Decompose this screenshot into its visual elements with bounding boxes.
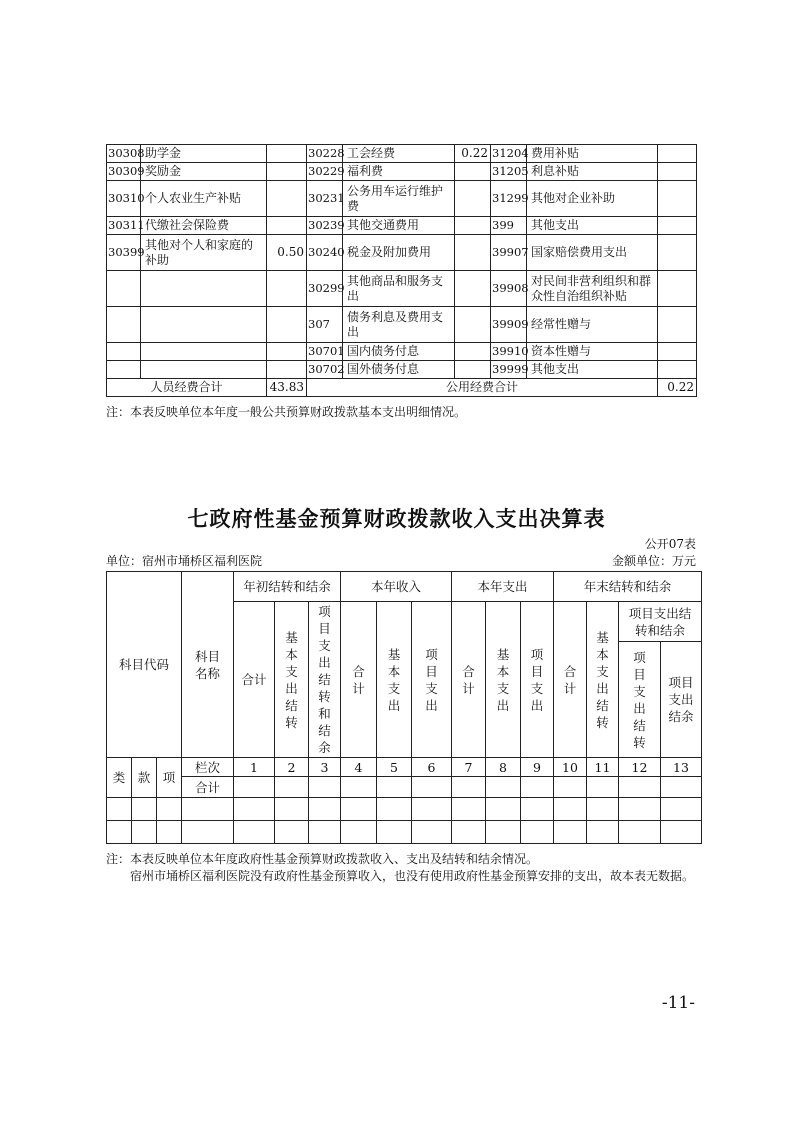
col-closing-project-carry: 项目支出结转	[619, 642, 661, 758]
col-subject-code: 科目代码	[107, 572, 182, 758]
code-cell: 39909	[491, 307, 527, 343]
name-cell	[141, 343, 267, 361]
code-cell: 307	[307, 307, 343, 343]
amount-cell	[455, 343, 491, 361]
col-expense-project: 项目支出	[521, 602, 554, 758]
amount-cell	[267, 181, 307, 217]
name-cell: 其他商品和服务支出	[343, 271, 455, 307]
row-heji-label: 合计	[182, 777, 234, 798]
col-subject-name: 科目名称	[182, 572, 234, 758]
col-total: 合计	[234, 602, 275, 758]
fund-budget-table	[106, 571, 702, 844]
row-lanci-label: 栏次	[182, 758, 234, 777]
name-cell: 个人农业生产补贴	[141, 181, 267, 217]
table-row	[107, 343, 697, 361]
code-cell: 31205	[491, 163, 527, 181]
group-current-expense: 本年支出	[452, 572, 554, 602]
table-row	[107, 361, 697, 379]
group-opening-balance: 年初结转和结余	[234, 572, 341, 602]
name-cell	[141, 271, 267, 307]
amount-cell	[658, 181, 697, 217]
table2-note: 注：本表反映单位本年度政府性基金预算财政拨款收入、支出及结转和结余情况。	[106, 852, 539, 866]
name-cell: 其他对个人和家庭的补助	[141, 235, 267, 271]
col-basic-carry: 基本支出结转	[275, 602, 309, 758]
code-cell	[107, 361, 141, 379]
col-kuan: 款	[132, 758, 157, 798]
column-number: 2	[275, 758, 309, 777]
table-cell	[412, 777, 452, 798]
group-current-income: 本年收入	[341, 572, 452, 602]
name-cell: 助学金	[141, 145, 267, 163]
code-cell: 31299	[491, 181, 527, 217]
code-cell: 399	[491, 217, 527, 235]
column-number: 9	[521, 758, 554, 777]
table-row	[107, 271, 697, 307]
name-cell: 债务利息及费用支出	[343, 307, 455, 343]
amount-cell	[658, 307, 697, 343]
table-cell	[452, 777, 486, 798]
code-cell: 30701	[307, 343, 343, 361]
column-number: 8	[486, 758, 521, 777]
col-lei: 类	[107, 758, 132, 798]
amount-cell	[267, 163, 307, 181]
table2-explanation: 宿州市埇桥区福利医院没有政府性基金预算收入，也没有使用政府性基金预算安排的支出，故本表无数据。	[130, 869, 695, 883]
group-closing-balance: 年末结转和结余	[554, 572, 702, 602]
personnel-total-value: 43.83	[267, 379, 307, 397]
amount-cell	[455, 271, 491, 307]
amount-cell	[658, 163, 697, 181]
column-number: 10	[554, 758, 587, 777]
column-number: 5	[377, 758, 412, 777]
col-closing-total: 合计	[554, 602, 587, 758]
col-expense-basic: 基本支出	[486, 602, 521, 758]
code-cell: 30299	[307, 271, 343, 307]
table-row	[107, 181, 697, 217]
code-cell: 31204	[491, 145, 527, 163]
name-cell: 奖励金	[141, 163, 267, 181]
name-cell	[141, 307, 267, 343]
amount-cell	[658, 145, 697, 163]
amount-cell	[267, 307, 307, 343]
table-row	[107, 235, 697, 271]
table-cell	[619, 777, 661, 798]
col-income-basic: 基本支出	[377, 602, 412, 758]
table-cell	[309, 777, 341, 798]
column-number: 13	[661, 758, 702, 777]
code-cell: 30240	[307, 235, 343, 271]
code-cell: 30399	[107, 235, 141, 271]
name-cell: 公务用车运行维护费	[343, 181, 455, 217]
code-cell: 30702	[307, 361, 343, 379]
amount-cell	[455, 361, 491, 379]
table-cell	[486, 777, 521, 798]
basic-expenditure-table	[106, 144, 697, 397]
col-closing-project-balance: 项目支出结余	[661, 642, 702, 758]
code-cell: 39999	[491, 361, 527, 379]
name-cell: 资本性赠与	[527, 343, 658, 361]
table-cell	[234, 777, 275, 798]
table-row	[107, 307, 697, 343]
table-row	[107, 217, 697, 235]
col-closing-project-group: 项目支出结转和结余	[619, 602, 702, 642]
name-cell: 其他支出	[527, 361, 658, 379]
code-cell: 30229	[307, 163, 343, 181]
amount-cell	[455, 181, 491, 217]
column-number: 12	[619, 758, 661, 777]
table-cell	[377, 777, 412, 798]
name-cell: 工会经费	[343, 145, 455, 163]
table-cell	[341, 777, 377, 798]
table-cell	[661, 777, 702, 798]
name-cell: 对民间非营利组织和群众性自治组织补贴	[527, 271, 658, 307]
code-cell: 39907	[491, 235, 527, 271]
amount-cell	[658, 271, 697, 307]
column-number: 6	[412, 758, 452, 777]
table-cell	[275, 777, 309, 798]
amount-cell	[658, 343, 697, 361]
name-cell: 其他支出	[527, 217, 658, 235]
table-cell	[521, 777, 554, 798]
table-row	[107, 145, 697, 163]
amount-cell	[658, 235, 697, 271]
amount-cell	[658, 217, 697, 235]
code-cell: 30228	[307, 145, 343, 163]
col-xiang: 项	[157, 758, 182, 798]
col-expense-total: 合计	[452, 602, 486, 758]
col-closing-basic-carry: 基本支出结转	[587, 602, 619, 758]
col-income-project: 项目支出	[412, 602, 452, 758]
name-cell: 税金及附加费用	[343, 235, 455, 271]
page-number: -11-	[661, 993, 695, 1013]
amount-cell	[267, 145, 307, 163]
table1-note: 注：本表反映单位本年度一般公共预算财政拨款基本支出明细情况。	[106, 405, 467, 419]
code-cell: 30311	[107, 217, 141, 235]
amount-cell	[267, 217, 307, 235]
code-cell: 30231	[307, 181, 343, 217]
public-total-label: 公用经费合计	[307, 379, 658, 397]
code-cell: 30310	[107, 181, 141, 217]
table-cell	[587, 777, 619, 798]
column-number: 3	[309, 758, 341, 777]
code-cell: 39908	[491, 271, 527, 307]
amount-cell	[455, 217, 491, 235]
name-cell: 费用补贴	[527, 145, 658, 163]
amount-cell	[267, 361, 307, 379]
unit-label: 单位：宿州市埇桥区福利医院	[106, 554, 263, 568]
name-cell: 代缴社会保险费	[141, 217, 267, 235]
name-cell: 福利费	[343, 163, 455, 181]
table-total-row	[107, 379, 697, 397]
col-income-total: 合计	[341, 602, 377, 758]
code-cell	[107, 343, 141, 361]
code-cell: 30309	[107, 163, 141, 181]
column-number: 11	[587, 758, 619, 777]
form-number: 公开07表	[644, 537, 696, 551]
amount-cell	[455, 163, 491, 181]
personnel-total-label: 人员经费合计	[107, 379, 267, 397]
amount-cell	[455, 235, 491, 271]
column-number: 4	[341, 758, 377, 777]
name-cell	[141, 361, 267, 379]
amount-cell	[455, 307, 491, 343]
column-number: 1	[234, 758, 275, 777]
code-cell: 39910	[491, 343, 527, 361]
code-cell	[107, 271, 141, 307]
name-cell: 经常性赠与	[527, 307, 658, 343]
table-row	[107, 798, 702, 821]
page-title: 七政府性基金预算财政拨款收入支出决算表	[187, 507, 606, 531]
table-row	[107, 821, 702, 844]
public-total-value: 0.22	[658, 379, 697, 397]
table-cell	[554, 777, 587, 798]
name-cell: 国外债务付息	[343, 361, 455, 379]
amount-cell	[267, 271, 307, 307]
amount-cell: 0.50	[267, 235, 307, 271]
code-cell: 30308	[107, 145, 141, 163]
name-cell: 国内债务付息	[343, 343, 455, 361]
name-cell: 利息补贴	[527, 163, 658, 181]
amount-cell: 0.22	[455, 145, 491, 163]
code-cell	[107, 307, 141, 343]
name-cell: 其他交通费用	[343, 217, 455, 235]
amount-unit-label: 金额单位：万元	[611, 554, 696, 568]
amount-cell	[267, 343, 307, 361]
name-cell: 国家赔偿费用支出	[527, 235, 658, 271]
name-cell: 其他对企业补助	[527, 181, 658, 217]
amount-cell	[658, 361, 697, 379]
table-row	[107, 163, 697, 181]
code-cell: 30239	[307, 217, 343, 235]
column-number: 7	[452, 758, 486, 777]
col-project-carry: 项目支出结转和结余	[309, 602, 341, 758]
